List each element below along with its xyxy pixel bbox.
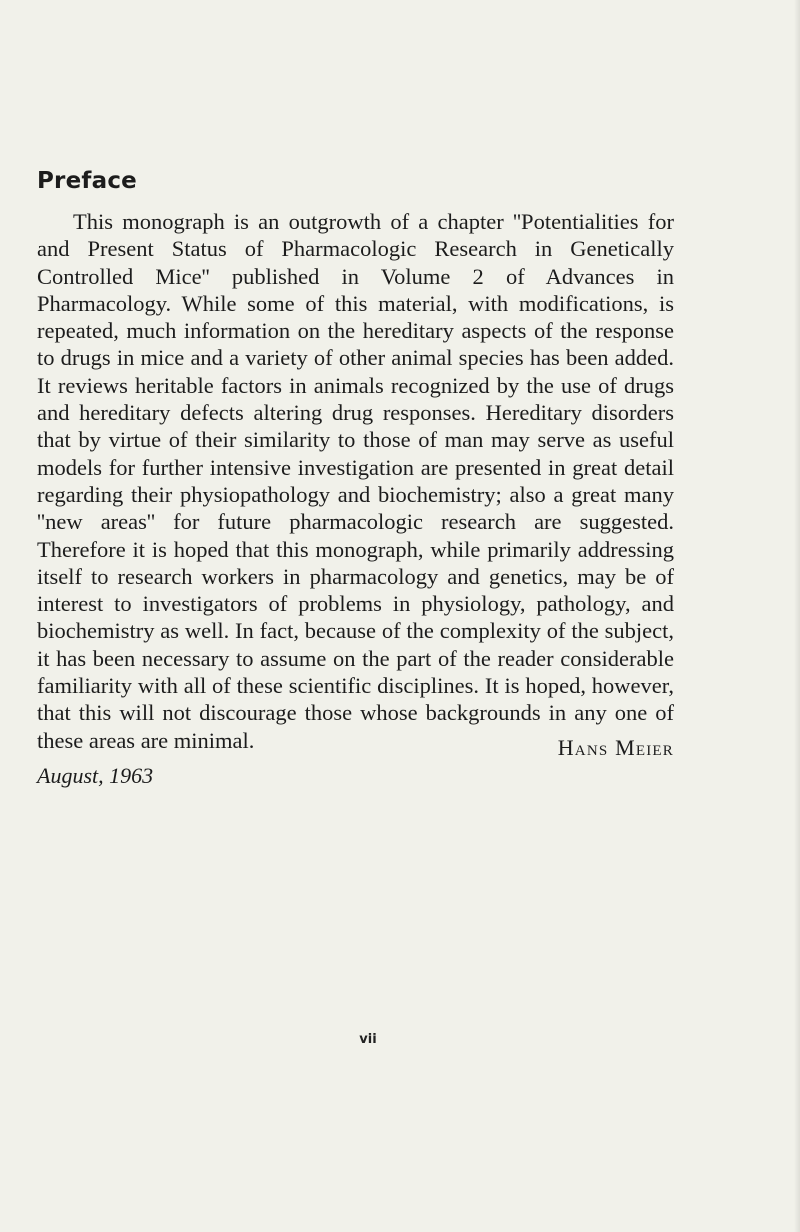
page-title: Preface [37,168,137,194]
preface-paragraph: This monograph is an outgrowth of a chapter ''Potentialities for and Present Status of Pharmacologic Research in Genetically Controlled Mice'' published in Volume 2 of Advances in Pharmacology. While some of this material, with modifications, is repeated, much information on the hereditary aspects of the response to drugs in mice and a variety of other animal species has been added. It reviews heritable factors in animals recognized by the use of drugs and hereditary defects altering drug responses. Hereditary disorders that by virtue of their similarity to those of man may serve as useful models for further intensive investigation are presented in great detail regarding their physiopathology and biochemistry; also a great many ''new areas'' for future pharmacologic research are suggested. Therefore it is hoped that this monograph, while primarily addressing itself to research workers in pharmacology and genetics, may be of interest to investigators of problems in physiology, pathology, and biochemistry as well. In fact, because of the complexity of the subject, it has been necessary to assume on the part of the reader considerable familiarity with all of these scientific disciplines. It is hoped, however, that this will not discourage those whose backgrounds in any one of these areas are minimal. [37,209,674,753]
preface-date: August, 1963 [37,763,154,788]
author-signature: Hans Meier [557,735,674,760]
page-number: vii [359,1032,377,1047]
page-edge-shadow [794,0,800,1232]
